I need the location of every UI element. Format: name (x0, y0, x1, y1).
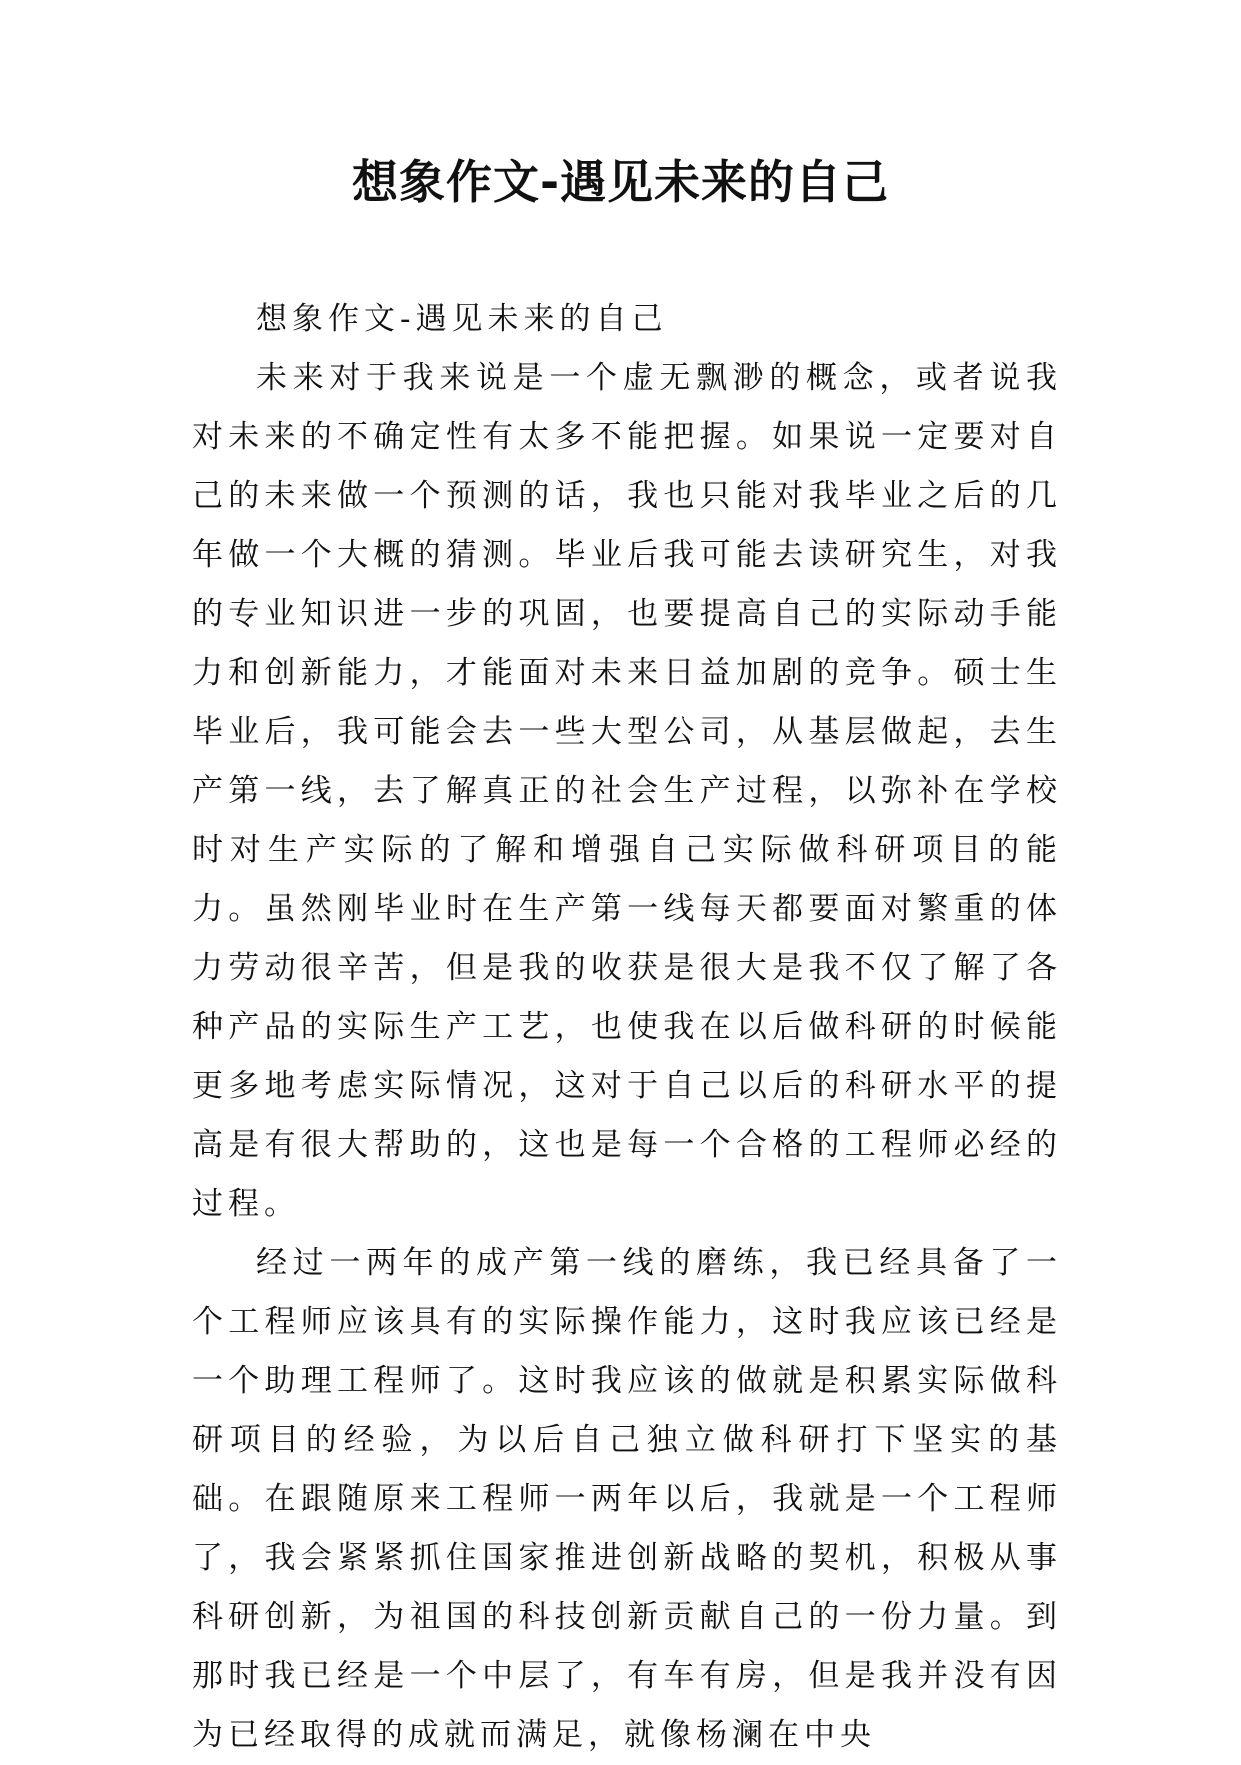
paragraph-1: 未来对于我来说是一个虚无飘渺的概念，或者说我对未来的不确定性有太多不能把握。如果说一定要对自己的未来做一个预测的话，我也只能对我毕业之后的几年做一个大概的猜测。毕业后我可能去读研究生，对我的专业知识进一步的巩固，也要提高自己的实际动手能力和创新能力，才能面对未来日益加剧的竞争。硕士生毕业后，我可能会去一些大型公司，从基层做起，去生产第一线，去了解真正的社会生产过程，以弥补在学校时对生产实际的了解和增强自己实际做科研项目的能力。虽然刚毕业时在生产第一线每天都要面对繁重的体力劳动很辛苦，但是我的收获是很大是我不仅了解了各种产品的实际生产工艺，也使我在以后做科研的时候能更多地考虑实际情况，这对于自己以后的科研水平的提高是有很大帮助的，这也是每一个合格的工程师必经的过程。 (192, 360, 1062, 1222)
document-body (192, 290, 1062, 1765)
paragraph-2: 经过一两年的成产第一线的磨练，我已经具备了一个工程师应该具有的实际操作能力，这时我应该已经是一个助理工程师了。这时我应该的做就是积累实际做科研项目的经验，为以后自己独立做科研打下坚实的基础。在跟随原来工程师一两年以后，我就是一个工程师了，我会紧紧抓住国家推进创新战略的契机，积极从事科研创新，为祖国的科技创新贡献自己的一份力量。到那时我已经是一个中层了，有车有房，但是我并没有因为已经取得的成就而满足，就像杨澜在中央 (192, 1245, 1062, 1753)
document-title: 想象作文-遇见未来的自己 (351, 155, 890, 209)
paragraph-subtitle: 想象作文-遇见未来的自己 (256, 301, 668, 337)
